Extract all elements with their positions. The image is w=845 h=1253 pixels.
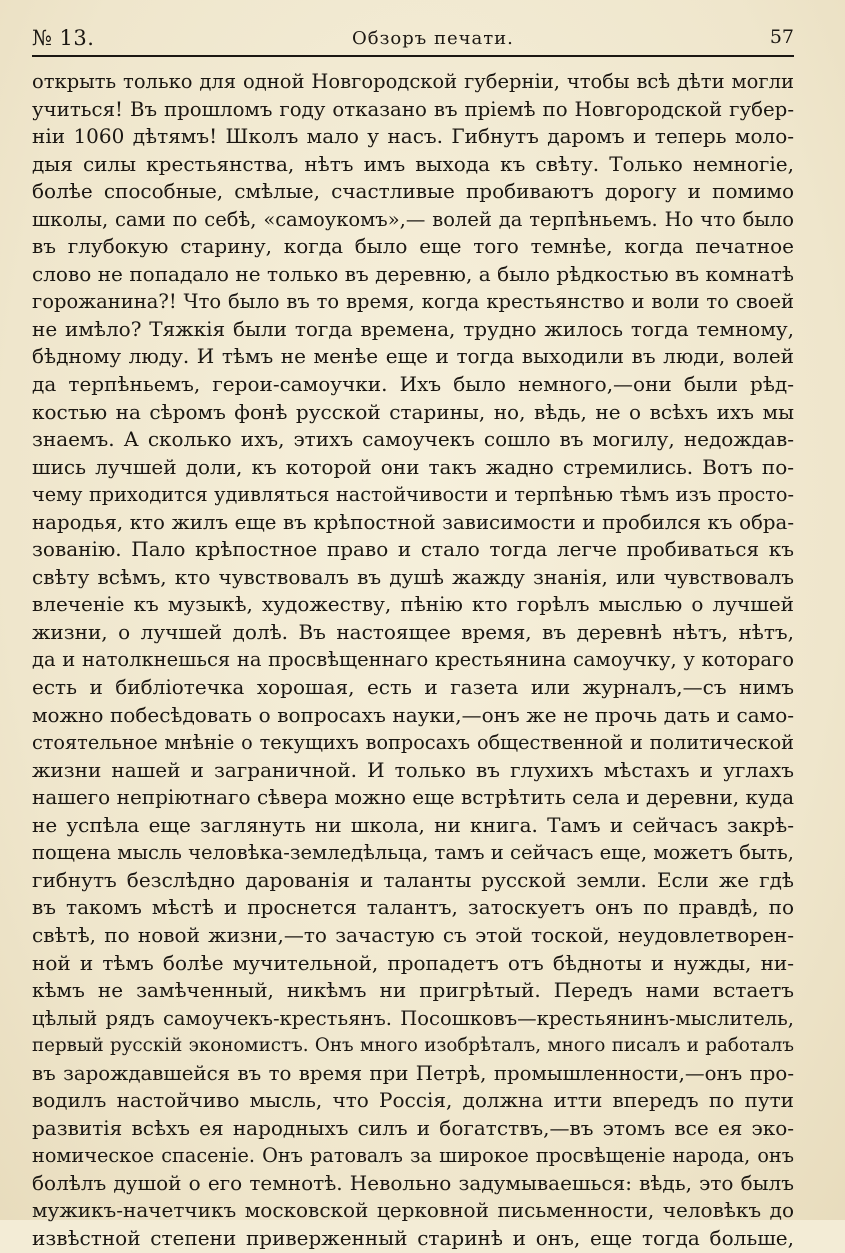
text-line: гибнутъ безслѣдно дарованія и таланты русской земли. Если же гдѣ <box>32 867 794 892</box>
text-line: стоятельное мнѣніе о текущихъ вопросахъ общественной и политической <box>32 731 794 755</box>
text-line: дыя силы крестьянства, нѣтъ имъ выхода къ свѣту. Только немногіе, <box>32 151 794 176</box>
text-line: въ глубокую старину, когда было еще того темнѣе, когда печатное <box>32 234 794 259</box>
text-line: въ зарождавшейся въ то время при Петрѣ, промышленности,—онъ про- <box>32 1061 794 1085</box>
text-line: есть и библіотечка хорошая, есть и газета или журналъ,—съ нимъ <box>32 675 794 700</box>
text-line: ніи 1060 дѣтямъ! Школъ мало у насъ. Гибнутъ даромъ и теперь моло- <box>32 124 794 149</box>
text-line: цѣлый рядъ самоучекъ-крестьянъ. Посошковъ—крестьянинъ-мыслитель, <box>32 1006 794 1030</box>
text-line: въ такомъ мѣстѣ и проснется талантъ, затоскуетъ онъ по правдѣ, по <box>32 895 794 920</box>
text-line: открыть только для одной Новгородской губерніи, чтобы всѣ дѣти могли <box>32 70 794 93</box>
issue-number: № 13. <box>32 26 95 50</box>
text-line: да и натолкнешься на просвѣщеннаго крестьянина самоучку, у котораго <box>32 648 794 672</box>
text-line: нашего непріютнаго сѣвера можно еще встрѣтить села и деревни, куда <box>32 785 794 810</box>
text-line: влеченіе къ музыкѣ, художеству, пѣнію кто горѣлъ мыслью о лучшей <box>32 592 794 617</box>
text-line: развитія всѣхъ ея народныхъ силъ и богатствъ,—въ этомъ все ея эко- <box>32 1115 794 1140</box>
text-line: шись лучшей доли, къ которой они такъ жадно стремились. Вотъ по- <box>32 454 794 479</box>
text-line: учиться! Въ прошломъ году отказано въ пріемѣ по Новгородской губер- <box>32 97 794 121</box>
running-title: Обзоръ печати. <box>352 28 514 49</box>
text-line: народья, кто жилъ еще въ крѣпостной зависимости и пробился къ обра- <box>32 510 794 534</box>
text-line: не успѣла еще заглянуть ни школа, ни книга. Тамъ и сейчасъ закрѣ- <box>32 812 794 837</box>
page-number: 57 <box>769 26 794 48</box>
text-line: свѣтѣ, по новой жизни,—то зачастую съ этой тоской, неудовлетворен- <box>32 922 794 947</box>
text-line: можно побесѣдовать о вопросахъ науки,—онъ же не прочь дать и само- <box>32 702 794 727</box>
text-line: водилъ настойчиво мысль, что Россія, должна итти впередъ по пути <box>32 1088 794 1113</box>
text-line: болѣе способные, смѣлые, счастливые пробиваютъ дорогу и помимо <box>32 179 794 204</box>
text-line: болѣлъ душой о его темнотѣ. Невольно задумываешься: вѣдь, это былъ <box>32 1170 794 1195</box>
text-line: горожанина?! Что было въ то время, когда крестьянство и воли то своей <box>32 290 794 314</box>
text-line: кѣмъ не замѣченный, никѣмъ ни пригрѣтый. Передъ нами встаетъ <box>32 978 794 1003</box>
header-rule <box>32 55 794 57</box>
text-line: номическое спасеніе. Онъ ратовалъ за широкое просвѣщеніе народа, онъ <box>32 1144 794 1168</box>
text-line: свѣту всѣмъ, кто чувствовалъ въ душѣ жажду знанія, или чувствовалъ <box>32 564 794 589</box>
text-line: школы, сами по себѣ, «самоукомъ»,— волей да терпѣньемъ. Но что было <box>32 207 794 231</box>
text-line: ной и тѣмъ болѣе мучительной, пропадетъ отъ бѣдноты и нужды, ни- <box>32 950 794 975</box>
text-line: зованію. Пало крѣпостное право и стало тогда легче пробиваться къ <box>32 537 794 562</box>
page-header <box>32 22 794 52</box>
text-line: не имѣло? Тяжкія были тогда времена, трудно жилось тогда темному, <box>32 316 794 341</box>
text-line: жизни, о лучшей долѣ. Въ настоящее время, въ деревнѣ нѣтъ, нѣтъ, <box>32 619 794 644</box>
text-line: жизни нашей и заграничной. И только въ глухихъ мѣстахъ и углахъ <box>32 757 794 782</box>
text-line: знаемъ. А сколько ихъ, этихъ самоучекъ сошло въ могилу, недождав- <box>32 427 794 452</box>
text-line: костью на сѣромъ фонѣ русской старины, но, вѣдь, не о всѣхъ ихъ мы <box>32 399 794 424</box>
body-text <box>32 68 794 1253</box>
text-line: мужикъ-начетчикъ московской церковной письменности, человѣкъ до <box>32 1198 794 1223</box>
text-line: пощена мысль человѣка-земледѣльца, тамъ и сейчасъ еще, можетъ быть, <box>32 841 794 865</box>
text-line: да терпѣньемъ, герои-самоучки. Ихъ было немного,—они были рѣд- <box>32 372 794 397</box>
text-line: извѣстной степени приверженный старинѣ и онъ, еще тогда больше, <box>32 1225 794 1250</box>
text-line: первый русскій экономистъ. Онъ много изобрѣталъ, много писалъ и работалъ <box>32 1035 794 1057</box>
text-line: чему приходится удивляться настойчивости и терпѣнью тѣмъ изъ просто- <box>32 483 794 507</box>
text-line: бѣдному люду. И тѣмъ не менѣе еще и тогда выходили въ люди, волей <box>32 344 794 369</box>
text-line: слово не попадало не только въ деревню, а было рѣдкостью въ комнатѣ <box>32 261 794 286</box>
